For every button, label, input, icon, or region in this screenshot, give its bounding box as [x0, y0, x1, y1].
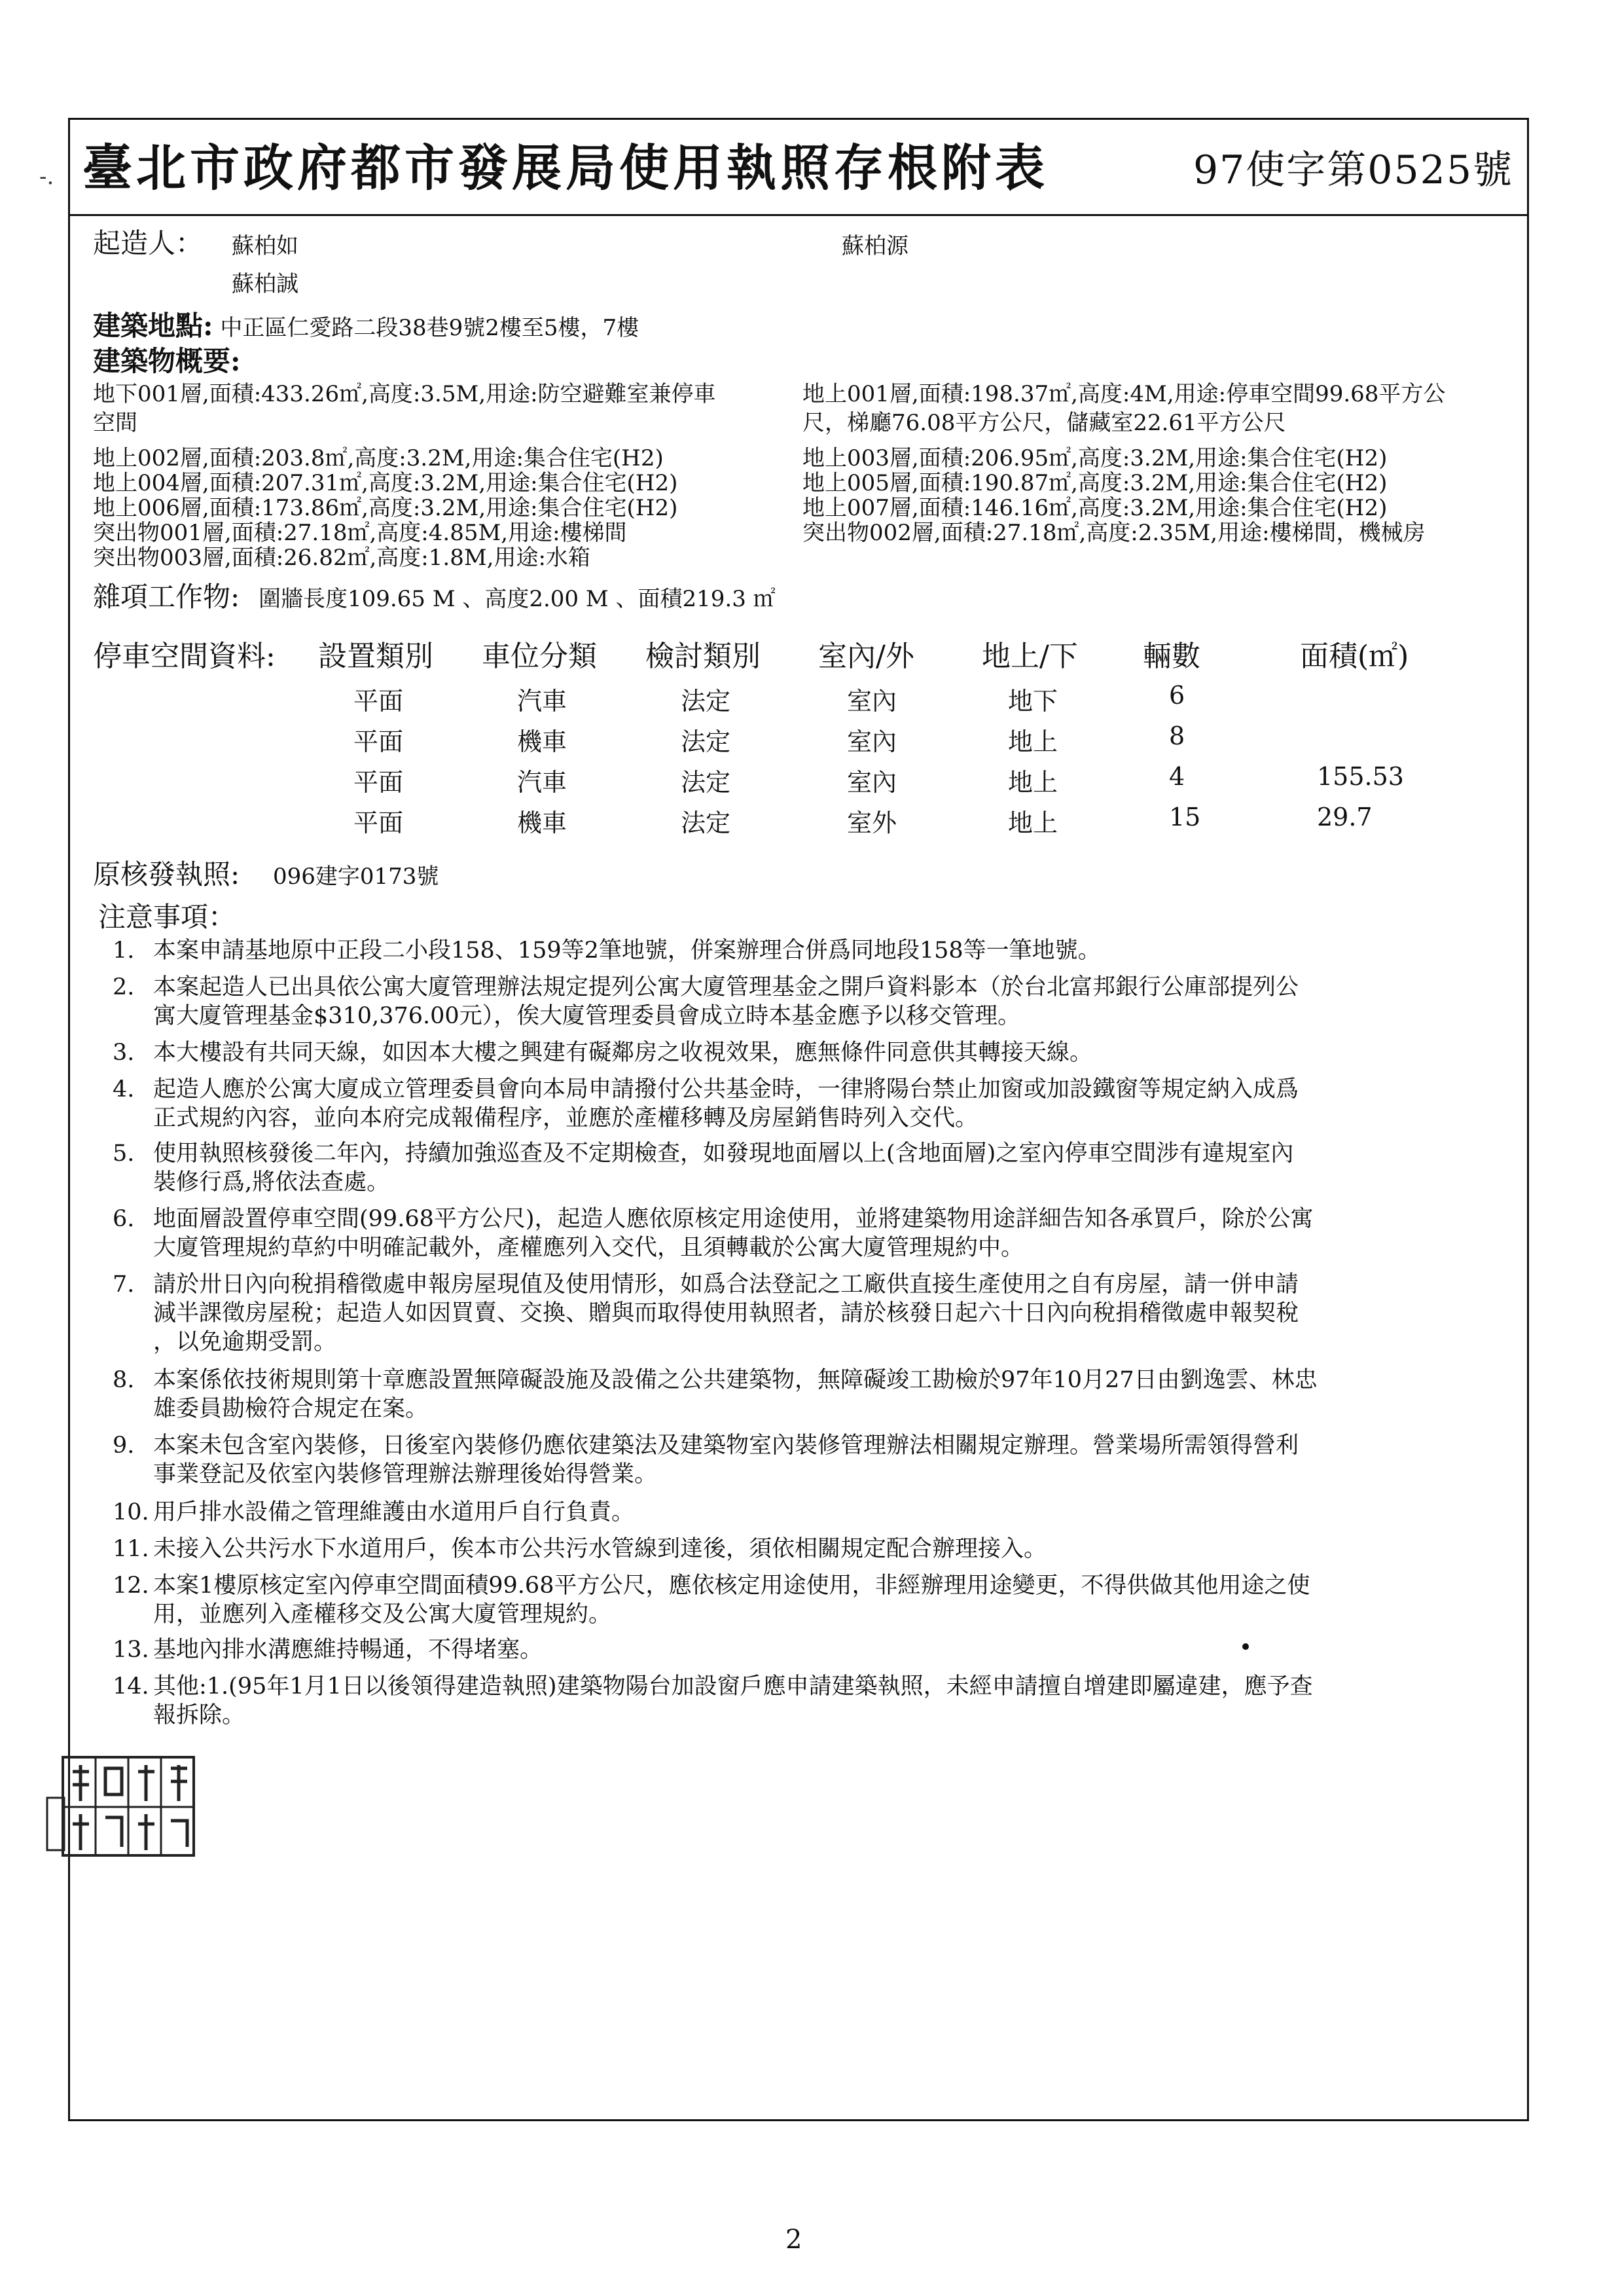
note-text: 未接入公共污水下水道用戶，俟本市公共污水管線到達後，須依相關規定配合辦理接入。 [153, 1536, 1047, 1562]
note-text: 用戶排水設備之管理維護由水道用戶自行負責。 [153, 1499, 635, 1525]
parking-cell: 室內 [847, 687, 897, 716]
document-title: 臺北市政府都市發展局使用執照存根附表 [82, 139, 1049, 197]
overview-right-line: 突出物002層,面積:27.18㎡,高度:2.35M,用途:樓梯間，機械房 [802, 520, 1426, 546]
misc-works-label: 雜項工作物: [93, 581, 240, 613]
original-permit-label: 原核發執照: [93, 858, 240, 890]
parking-cell: 29.7 [1317, 803, 1373, 831]
note-number: 5. [113, 1140, 135, 1167]
overview-left-line: 地下001層,面積:433.26㎡,高度:3.5M,用途:防空避難室兼停車 [93, 381, 716, 407]
note-item [113, 1672, 1500, 1730]
parking-cell: 室外 [847, 809, 897, 837]
misc-works-row [93, 581, 776, 613]
note-item [113, 1635, 1500, 1664]
parking-header: 面積(㎡) [1300, 640, 1409, 673]
note-number: 10. [113, 1499, 149, 1525]
note-text: 本案係依技術規則第十章應設置無障礙設施及設備之公共建築物，無障礙竣工勘檢於97年10月27日由劉逸雲、林忠 [153, 1367, 1318, 1393]
overview-left-line: 地上004層,面積:207.31㎡,高度:3.2M,用途:集合住宅(H2) [93, 470, 678, 496]
note-item [113, 1571, 1500, 1629]
parking-cell: 地上 [1008, 768, 1058, 797]
site-label: 建築地點: [93, 310, 213, 342]
overview-left-line: 地上006層,面積:173.86㎡,高度:3.2M,用途:集合住宅(H2) [93, 495, 678, 521]
note-text: 寓大廈管理基金$310,376.00元），俟大廈管理委員會成立時本基金應予以移交管理。 [153, 1003, 1021, 1029]
parking-header: 設置類別 [318, 640, 433, 673]
note-text: 請於卅日內向稅捐稽徵處申報房屋現值及使用情形，如爲合法登記之工廠供直接生產使用之自有房屋，請一併申請 [153, 1271, 1299, 1298]
parking-cell: 法定 [681, 727, 731, 756]
parking-header: 地上/下 [982, 640, 1078, 673]
note-number: 6. [113, 1206, 135, 1232]
parking-cell: 機車 [517, 809, 567, 837]
parking-cell: 地下 [1008, 687, 1058, 716]
parking-cell: 汽車 [517, 768, 567, 797]
note-text: 正式規約內容，並向本府完成報備程序，並應於產權移轉及房屋銷售時列入交代。 [153, 1105, 979, 1131]
note-text: 報拆除。 [153, 1702, 245, 1728]
note-text: 本案未包含室內裝修，日後室內裝修仍應依建築法及建築物室內裝修管理辦法相關規定辦理。營業場所需領得營利 [153, 1432, 1299, 1459]
note-number: 14. [113, 1673, 149, 1700]
note-text: 大廈管理規約草約中明確記載外，產權應列入交代，且須轉載於公寓大廈管理規約中。 [153, 1235, 1024, 1261]
overview-left-line: 地上002層,面積:203.8㎡,高度:3.2M,用途:集合住宅(H2) [93, 445, 664, 471]
parking-cell: 平面 [353, 768, 404, 797]
page-number: 2 [785, 2225, 802, 2255]
note-number: 2. [113, 974, 135, 1000]
note-text: 減半課徵房屋稅；起造人如因買賣、交換、贈與而取得使用執照者，請於核發日起六十日內向稅捐稽徵處申報契稅 [153, 1300, 1299, 1326]
applicants-label: 起造人： [93, 227, 204, 259]
margin-mark: -. [39, 164, 54, 190]
parking-header: 檢討類別 [645, 640, 761, 673]
overview-right-line: 地上001層,面積:198.37㎡,高度:4M,用途:停車空間99.68平方公 [802, 381, 1446, 407]
note-text: 基地內排水溝應維持暢通，不得堵塞。 [153, 1637, 543, 1663]
note-text: ，以免逾期受罰。 [153, 1329, 337, 1355]
note-number: 11. [113, 1536, 149, 1562]
note-text: 本案申請基地原中正段二小段158、159等2筆地號，併案辦理合併爲同地段158等一筆地號。 [153, 938, 1101, 964]
notes-label: 注意事項： [98, 901, 236, 933]
note-text: 使用執照核發後二年內，持續加強巡查及不定期檢查，如發現地面層以上(含地面層)之室內停車空間涉有違規室內 [153, 1140, 1294, 1167]
note-number: 7. [113, 1271, 135, 1298]
note-text: 裝修行爲,將依法查處。 [153, 1169, 390, 1195]
note-number: 8. [113, 1367, 135, 1393]
note-item [113, 1205, 1500, 1262]
parking-cell: 6 [1169, 681, 1185, 710]
overview-right-line: 尺，梯廳76.08平方公尺，儲藏室22.61平方公尺 [802, 410, 1286, 436]
parking-cell: 汽車 [517, 687, 567, 716]
parking-cell: 室內 [847, 768, 897, 797]
original-permit-row [93, 858, 439, 890]
note-number: 13. [113, 1637, 149, 1663]
parking-cell: 平面 [353, 687, 404, 716]
note-item [113, 1075, 1500, 1133]
note-number: 9. [113, 1432, 135, 1459]
parking-cell: 4 [1169, 762, 1185, 791]
parking-cell: 平面 [353, 727, 404, 756]
overview-right-line: 地上003層,面積:206.95㎡,高度:3.2M,用途:集合住宅(H2) [802, 445, 1388, 471]
note-number: 1. [113, 938, 135, 964]
parking-header: 車位分類 [482, 640, 597, 673]
note-text: 本案1樓原核定室內停車空間面積99.68平方公尺，應依核定用途使用，非經辦理用途變更，不得供做其他用途之使 [153, 1573, 1310, 1599]
parking-cell: 地上 [1008, 809, 1058, 837]
note-text: 事業登記及依室內裝修管理辦法辦理後始得營業。 [153, 1461, 658, 1487]
overview-right-line: 地上007層,面積:146.16㎡,高度:3.2M,用途:集合住宅(H2) [802, 495, 1388, 521]
note-number: 12. [113, 1573, 149, 1599]
overview-label: 建築物概要: [93, 345, 241, 377]
parking-cell: 法定 [681, 687, 731, 716]
note-text: 起造人應於公寓大廈成立管理委員會向本局申請撥付公共基金時，一律將陽台禁止加窗或加設鐵窗等規定納入成爲 [153, 1076, 1299, 1102]
parking-cell: 155.53 [1317, 762, 1404, 791]
parking-cell: 法定 [681, 809, 731, 837]
overview-left-line: 空間 [93, 410, 137, 436]
note-item [113, 1431, 1500, 1489]
parking-cell: 法定 [681, 768, 731, 797]
note-item [113, 1498, 1500, 1527]
note-text: 其他:1.(95年1月1日以後領得建造執照)建築物陽台加設窗戶應申請建築執照，未經申請擅自增建即屬違建，應予查 [153, 1673, 1313, 1700]
note-item [113, 1038, 1500, 1067]
applicant-name: 蘇柏誠 [232, 271, 298, 297]
note-item [113, 1535, 1500, 1563]
overview-left-line: 突出物003層,面積:26.82㎡,高度:1.8M,用途:水箱 [93, 545, 590, 571]
note-text: 本大樓設有共同天線，如因本大樓之興建有礙鄰房之收視效果，應無條件同意供其轉接天線。 [153, 1040, 1093, 1066]
note-item [113, 1270, 1500, 1357]
site-row [93, 310, 639, 342]
parking-cell: 地上 [1008, 727, 1058, 756]
parking-label: 停車空間資料: [93, 640, 276, 673]
permit-number: 97使字第0525號 [1193, 147, 1513, 193]
applicant-name: 蘇柏源 [842, 233, 908, 259]
note-item [113, 1366, 1500, 1423]
note-text: 用，並應列入產權移交及公寓大廈管理規約。 [153, 1601, 612, 1628]
note-number: 3. [113, 1040, 135, 1066]
parking-cell: 15 [1169, 803, 1201, 831]
parking-cell: 8 [1169, 721, 1185, 750]
official-seal [43, 1752, 200, 1863]
applicant-name: 蘇柏如 [232, 233, 298, 259]
note-text: 地面層設置停車空間(99.68平方公尺)，起造人應依原核定用途使用，並將建築物用途詳細告知各承買戶，除於公寓 [153, 1206, 1314, 1232]
note-text: 本案起造人已出具依公寓大廈管理辦法規定提列公寓大廈管理基金之開戶資料影本（於台北富邦銀行公庫部提列公 [153, 974, 1299, 1000]
note-number: 4. [113, 1076, 135, 1102]
stray-dot [1242, 1643, 1249, 1650]
overview-left-line: 突出物001層,面積:27.18㎡,高度:4.85M,用途:樓梯間 [93, 520, 627, 546]
note-item [113, 973, 1500, 1030]
parking-cell: 平面 [353, 809, 404, 837]
misc-works-value: 圍牆長度109.65 M 、高度2.00 M 、面積219.3 ㎡ [258, 586, 776, 612]
note-item [113, 936, 1500, 965]
site-value: 中正區仁愛路二段38巷9號2樓至5樓，7樓 [220, 315, 639, 341]
parking-cell: 機車 [517, 727, 567, 756]
original-permit-value: 096建字0173號 [272, 864, 439, 890]
parking-header: 室內/外 [818, 640, 914, 673]
note-text: 雄委員勘檢符合規定在案。 [153, 1396, 429, 1422]
parking-cell: 室內 [847, 727, 897, 756]
note-item [113, 1139, 1500, 1197]
parking-header: 輛數 [1143, 640, 1200, 673]
overview-right-line: 地上005層,面積:190.87㎡,高度:3.2M,用途:集合住宅(H2) [802, 470, 1388, 496]
